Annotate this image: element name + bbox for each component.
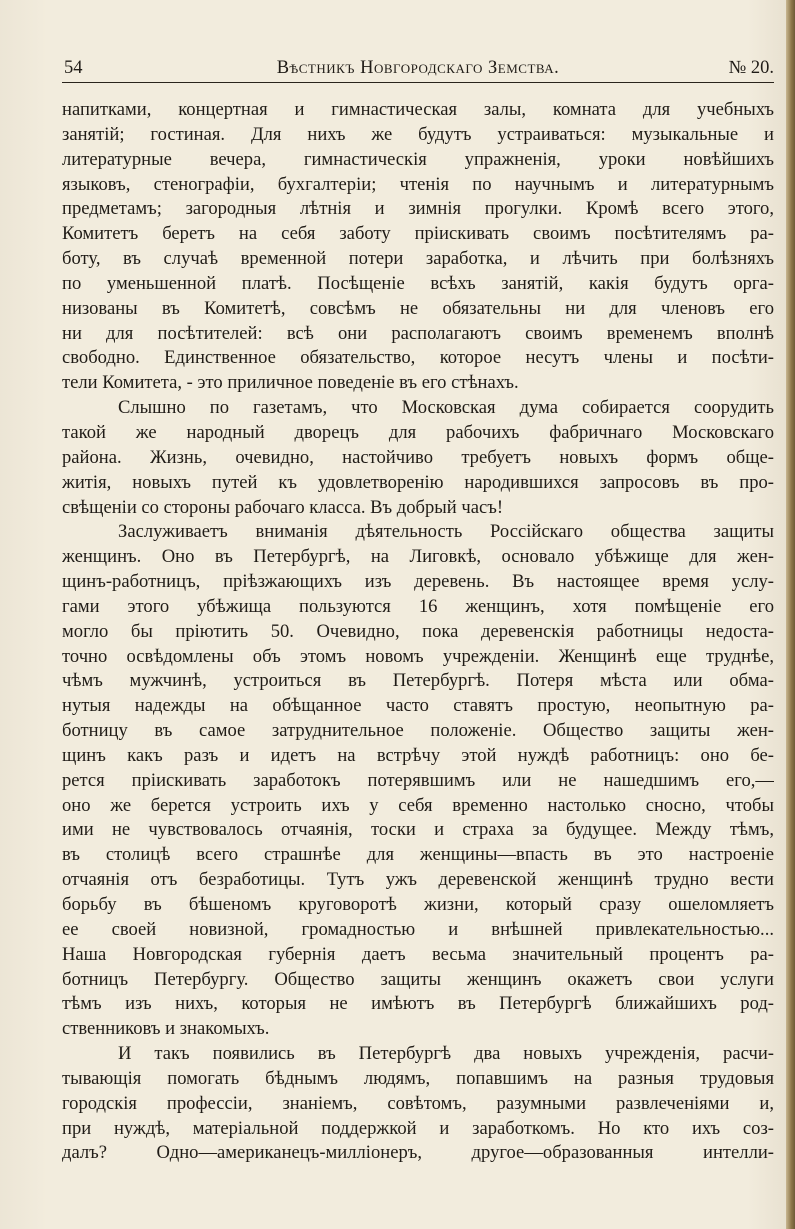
text-line: низованы въ Комитетѣ, совсѣмъ не обязательны ни для членовъ его <box>62 297 774 319</box>
text-line: района. Жизнь, очевидно, настойчиво требуетъ новыхъ формъ обще- <box>62 446 774 468</box>
text-line: далъ? Одно—американецъ-миллiонеръ, другое—образованныя интелли- <box>62 1142 774 1164</box>
paragraph-first-line: И такъ появились въ Петербургѣ два новыхъ учрежденія, расчи- <box>118 1043 774 1065</box>
text-line: предметамъ; загородныя лѣтнія и зимнія прогулки. Кромѣ всего этого, <box>62 198 774 220</box>
text-line: рется пріискивать заработокъ потерявшимъ или не нашедшимъ его,— <box>62 769 774 791</box>
text-line: при нуждѣ, матеріальной поддержкой и заработкомъ. Но кто ихъ соз- <box>62 1117 774 1139</box>
text-line: Комитетъ беретъ на себя заботу пріискивать своимъ посѣтителямъ ра- <box>62 223 774 245</box>
text-line: чѣмъ мужчинѣ, устроиться въ Петербургѣ. Потеря мѣста или обма- <box>62 670 774 692</box>
journal-title: Вѣстникъ Новгородскаго Земства. <box>276 58 560 78</box>
text-line: тывающія помогать бѣднымъ людямъ, попавшимъ на разныя трудовыя <box>62 1067 774 1089</box>
paragraph-first-line: Слышно по газетамъ, что Московская дума собирается соорудить <box>118 397 774 419</box>
text-line: ими не чувствовалось отчаянія, тоски и страха за будущее. Между тѣмъ, <box>62 819 774 841</box>
page-binding-edge <box>786 0 795 1229</box>
text-line: тѣмъ изъ нихъ, которыя не имѣютъ въ Петербургѣ ближайшихъ род- <box>62 993 774 1015</box>
text-line: занятій; гостиная. Для нихъ же будутъ устраиваться: музыкальные и <box>62 123 774 145</box>
text-line: свободно. Единственное обязательство, которое несутъ члены и посѣти- <box>62 347 774 369</box>
header-rule <box>62 82 774 83</box>
text-line: свѣщеніи со стороны рабочаго класса. Въ добрый часъ! <box>62 496 504 518</box>
text-line: щинъ какъ разъ и идетъ на встрѣчу этой нуждѣ работницъ: оно бе- <box>62 744 774 766</box>
text-line: Наша Новгородская губернія даетъ весьма значительный процентъ ра- <box>62 943 774 965</box>
text-line: такой же народный дворецъ для рабочихъ фабричнаго Московскаго <box>62 421 774 443</box>
text-line: по уменьшенной платѣ. Посѣщеніе всѣхъ занятій, какія будутъ орга- <box>62 272 774 294</box>
text-line: женщинъ. Оно въ Петербургѣ, на Лиговкѣ, основало убѣжище для жен- <box>62 546 774 568</box>
issue-number: № 20. <box>728 58 774 78</box>
text-line: тели Комитета, - это приличное поведеніе въ его стѣнахъ. <box>62 372 519 394</box>
page-number: 54 <box>64 58 83 78</box>
text-line: ботницъ Петербургу. Общество защиты женщинъ окажетъ свои услуги <box>62 968 774 990</box>
text-line: нутыя надежды на обѣщанное часто ставятъ простую, неопытную ра- <box>62 695 774 717</box>
text-line: точно освѣдомлены объ этомъ новомъ учрежденіи. Женщинѣ еще труднѣе, <box>62 645 774 667</box>
text-line: ботницу въ самое затруднительное положеніе. Общество защиты жен- <box>62 720 774 742</box>
text-line: оно же берется устроить ихъ у себя временно настолько сносно, чтобы <box>62 794 774 816</box>
text-line: гами этого убѣжища пользуются 16 женщинъ, хотя помѣщеніе его <box>62 595 774 617</box>
text-line: языковъ, стенографіи, бухгалтеріи; чтенія по научнымъ и литературнымъ <box>62 173 774 195</box>
text-line: городскія профессіи, знаніемъ, совѣтомъ, разумными развлеченіями и, <box>62 1092 774 1114</box>
text-line: щинъ-работницъ, пріѣзжающихъ изъ деревень. Въ настоящее время услу- <box>62 571 774 593</box>
text-line: ее своей новизной, громадностью и внѣшней привлекательностью... <box>62 918 774 940</box>
text-line: въ столицѣ всего страшнѣе для женщины—впасть въ это настроеніе <box>62 844 774 866</box>
text-line: отчаянія отъ безработицы. Тутъ ужъ деревенской женщинѣ трудно вести <box>62 869 774 891</box>
text-line: житія, новыхъ путей къ удовлетворенію народившихся запросовъ въ про- <box>62 471 774 493</box>
running-header <box>62 56 774 82</box>
text-line: боту, въ случаѣ временной потери заработка, и лѣчить при болѣзняхъ <box>62 248 774 270</box>
article-text <box>62 98 774 1166</box>
text-line: напитками, концертная и гимнастическая залы, комната для учебныхъ <box>62 99 774 120</box>
text-line: литературные вечера, гимнастическія упражненія, уроки новѣйшихъ <box>62 148 774 170</box>
text-line: ственниковъ и знакомыхъ. <box>62 1018 270 1040</box>
paragraph-first-line: Заслуживаетъ вниманія дѣятельность Россійскаго общества защиты <box>118 521 774 543</box>
text-line: ни для посѣтителей: всѣ они располагаютъ своимъ временемъ вполнѣ <box>62 322 774 344</box>
text-line: могло бы пріютить 50. Очевидно, пока деревенскія работницы недоста- <box>62 620 774 642</box>
text-line: борьбу въ бѣшеномъ круговоротѣ жизни, который сразу ошеломляетъ <box>62 894 774 915</box>
